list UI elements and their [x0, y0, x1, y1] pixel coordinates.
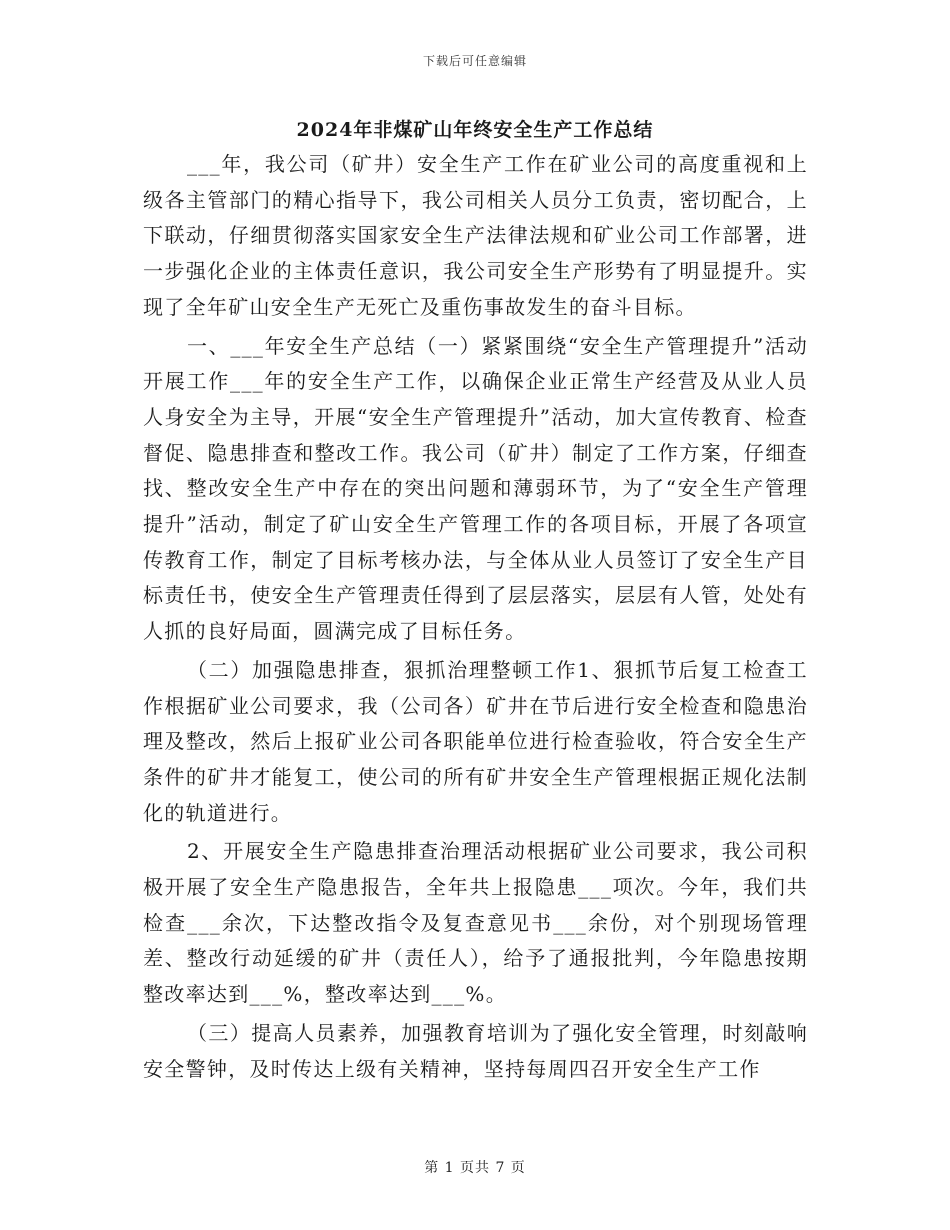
document-body — [143, 147, 808, 1090]
document-title: 2024年非煤矿山年终安全生产工作总结 — [296, 119, 654, 141]
paragraph-section-2-item-2: 2、开展安全生产隐患排查治理活动根据矿业公司要求，我公司积极开展了安全生产隐患报告，全年共上报隐患___项次。今年，我们共检查___余次，下达整改指令及复查意见书___余份，对个别现场管理差、整改行动延缓的矿井（责任人），给予了通报批判，今年隐患按期整改率达到___%，整改率达到___%。 — [143, 839, 808, 1007]
paragraph-intro: ___年，我公司（矿井）安全生产工作在矿业公司的高度重视和上级各主管部门的精心指导下，我公司相关人员分工负责，密切配合，上下联动，仔细贯彻落实国家安全生产法律法规和矿业公司工作部署，进一步强化企业的主体责任意识，我公司安全生产形势有了明显提升。实现了全年矿山安全生产无死亡及重伤事故发生的奋斗目标。 — [143, 152, 808, 319]
paragraph-section-1: 一、___年安全生产总结（一）紧紧围绕“安全生产管理提升”活动开展工作___年的安全生产工作，以确保企业正常生产经营及从业人员人身安全为主导，开展“安全生产管理提升”活动，加大宣传教育、检查督促、隐患排查和整改工作。我公司（矿井）制定了工作方案，仔细查找、整改安全生产中存在的突出问题和薄弱环节，为了“安全生产管理提升”活动，制定了矿山安全生产管理工作的各项目标，开展了各项宣传教育工作，制定了目标考核办法，与全体从业人员签订了安全生产目标责任书，使安全生产管理责任得到了层层落实，层层有人管，处处有人抓的良好局面，圆满完成了目标任务。 — [143, 333, 808, 644]
page-header-note: 下载后可任意编辑 — [422, 54, 527, 68]
paragraph-section-3: （三）提高人员素养，加强教育培训为了强化安全管理，时刻敲响安全警钟，及时传达上级有关精神，坚持每周四召开安全生产工作 — [143, 1020, 808, 1081]
paragraph-section-2: （二）加强隐患排查，狠抓治理整顿工作1、狠抓节后复工检查工作根据矿业公司要求，我（公司各）矿井在节后进行安全检查和隐患治理及整改，然后上报矿业公司各职能单位进行检查验收，符合安全生产条件的矿井才能复工，使公司的所有矿井安全生产管理根据正规化法制化的轨道进行。 — [143, 657, 808, 825]
page-number: 第 1 页共 7 页 — [424, 1160, 526, 1176]
